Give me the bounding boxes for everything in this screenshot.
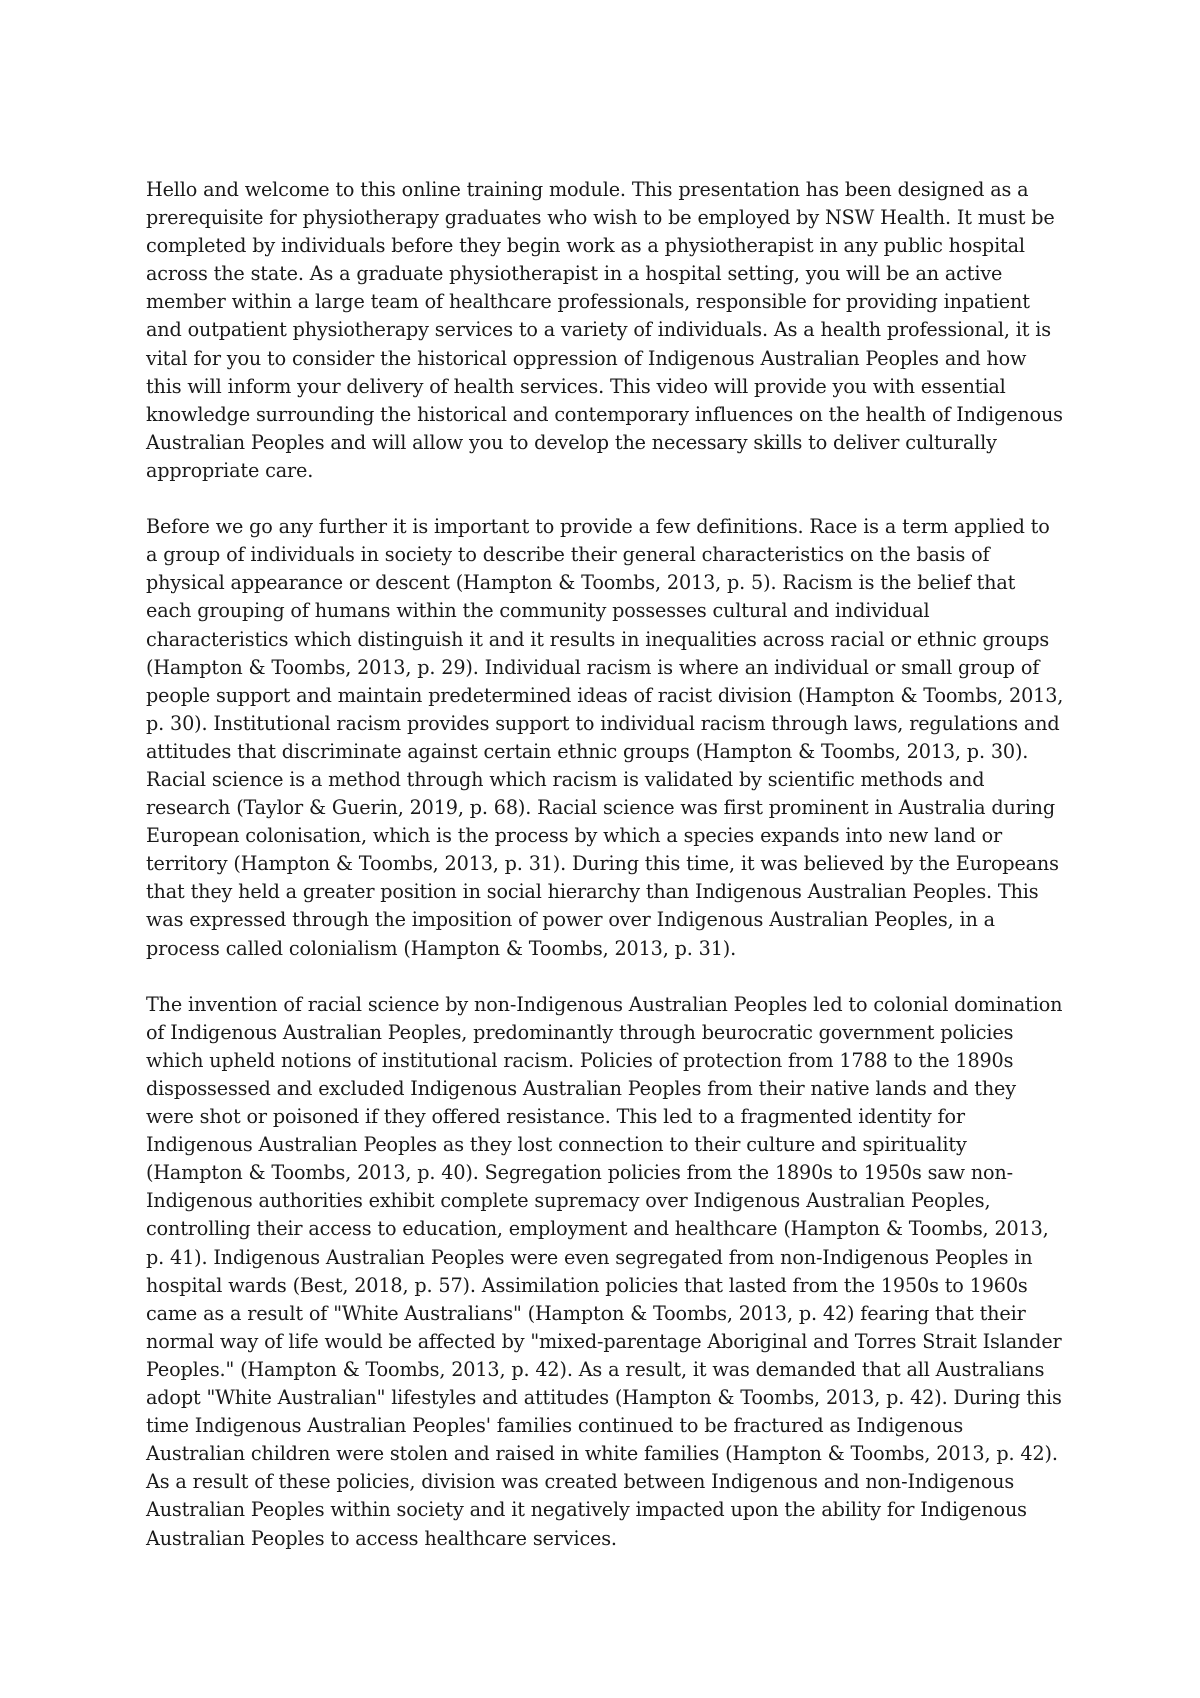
paragraph-introduction: Hello and welcome to this online training module. This presentation has been designed as a prerequisite for physiotherapy graduates who wish to be employed by NSW Health. It must be completed by individuals before they begin work as a physiotherapist in any public hospital across the state. As a graduate physiotherapist in a hospital setting, you will be an active member within a large team of healthcare professionals, responsible for providing inpatient and outpatient physiotherapy services to a variety of individuals. As a health professional, it is vital for you to consider the historical oppression of Indigenous Australian Peoples and how this will inform your delivery of health services. This video will provide you with essential knowledge surrounding the historical and contemporary influences on the health of Indigenous Australian Peoples and will allow you to develop the necessary skills to deliver culturally appropriate care. [146, 178, 1063, 482]
paragraph-policies: The invention of racial science by non-Indigenous Australian Peoples led to colonial domination of Indigenous Australian Peoples, predominantly through beurocratic government policies which upheld notions of institutional racism. Policies of protection from 1788 to the 1890s dispossessed and excluded Indigenous Australian Peoples from their native lands and they were shot or poisoned if they offered resistance. This led to a fragmented identity for Indigenous Australian Peoples as they lost connection to their culture and spirituality (Hampton & Toombs, 2013, p. 40). Segregation policies from the 1890s to 1950s saw non-Indigenous authorities exhibit complete supremacy over Indigenous Australian Peoples, controlling their access to education, employment and healthcare (Hampton & Toombs, 2013, p. 41). Indigenous Australian Peoples were even segregated from non-Indigenous Peoples in hospital wards (Best, 2018, p. 57). Assimilation policies that lasted from the 1950s to 1960s came as a result of "White Australians" (Hampton & Toombs, 2013, p. 42) fearing that their normal way of life would be affected by "mixed-parentage Aboriginal and Torres Strait Islander Peoples." (Hampton & Toombs, 2013, p. 42). As a result, it was demanded that all Australians adopt "White Australian" lifestyles and attitudes (Hampton & Toombs, 2013, p. 42). During this time Indigenous Australian Peoples' families continued to be fractured as Indigenous Australian children were stolen and raised in white families (Hampton & Toombs, 2013, p. 42). As a result of these policies, division was created between Indigenous and non-Indigenous Australian Peoples within society and it negatively impacted upon the ability for Indigenous Australian Peoples to access healthcare services. [146, 992, 1063, 1550]
document-body [146, 176, 1066, 1581]
paragraph-definitions: Before we go any further it is important to provide a few definitions. Race is a term applied to a group of individuals in society to describe their general characteristics on the basis of physical appearance or descent (Hampton & Toombs, 2013, p. 5). Racism is the belief that each grouping of humans within the community possesses cultural and individual characteristics which distinguish it and it results in inequalities across racial or ethnic groups (Hampton & Toombs, 2013, p. 29). Individual racism is where an individual or small group of people support and maintain predetermined ideas of racist division (Hampton & Toombs, 2013, p. 30). Institutional racism provides support to individual racism through laws, regulations and attitudes that discriminate against certain ethnic groups (Hampton & Toombs, 2013, p. 30). Racial science is a method through which racism is validated by scientific methods and research (Taylor & Guerin, 2019, p. 68). Racial science was first prominent in Australia during European colonisation, which is the process by which a species expands into new land or territory (Hampton & Toombs, 2013, p. 31). During this time, it was believed by the Europeans that they held a greater position in social hierarchy than Indigenous Australian Peoples. This was expressed through the imposition of power over Indigenous Australian Peoples, in a process called colonialism (Hampton & Toombs, 2013, p. 31). [146, 515, 1064, 960]
